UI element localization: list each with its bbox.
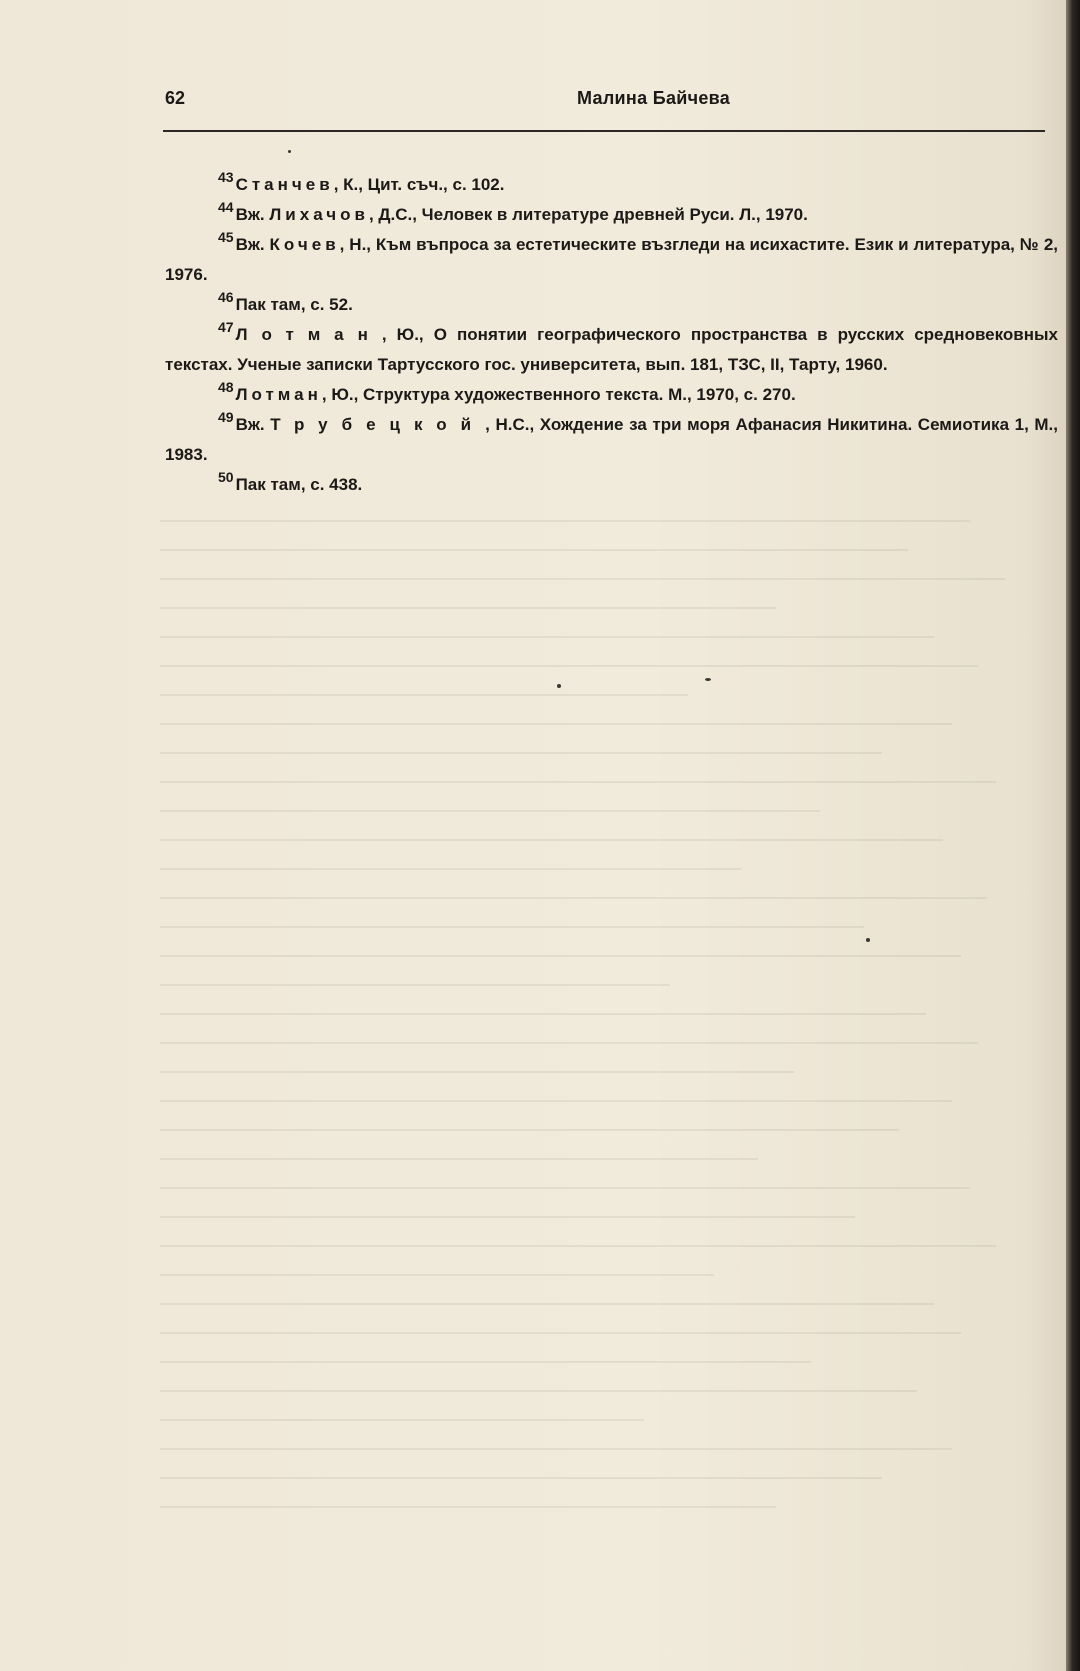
footnote-number: 46 [218,289,234,305]
footnote-46 [165,290,1058,320]
show-through-text [160,520,1040,1580]
footnote-author: Трубецкой [270,415,486,434]
footnote-text: Пак там, с. 438. [235,475,363,494]
footnote-50 [165,470,1058,500]
header-rule [163,130,1045,132]
footnote-number: 48 [218,379,234,395]
footnote-number: 43 [218,169,234,185]
page-number: 62 [165,88,186,108]
footnote-47 [165,320,1058,380]
footnote-43 [165,170,1058,200]
footnote-45 [165,230,1058,290]
page-header [165,88,1045,122]
footnote-author: Лотман [235,385,322,404]
footnote-text: , К., Цит. съч., с. 102. [333,175,505,194]
footnote-author: Лихачов [269,205,369,224]
ink-speck [705,678,711,681]
ink-speck [288,150,291,153]
footnote-number: 47 [218,319,234,335]
footnote-prefix: Вж. [235,415,271,434]
footnote-44 [165,200,1058,230]
ink-speck [557,684,561,688]
footnote-text: , Ю., О понятии географического пространства в русских средновековных текстах. Ученые записки Тартусского гос. университета, вып. 181, ТЗС, II, Тарту, 1960. [165,325,1058,374]
footnote-number: 45 [218,229,234,245]
running-title: Малина Байчева [577,88,731,108]
footnote-prefix: Вж. [235,235,270,254]
footnote-text: , Н.С., Хождение за три моря Афанасия Никитина. Семиотика 1, М., 1983. [165,415,1058,464]
footnote-number: 50 [218,469,234,485]
footnote-text: , Н., Към въпроса за естетическите възгледи на исихастите. Език и литература, № 2, 1976. [165,235,1059,284]
footnote-prefix: Вж. [235,205,270,224]
footnote-number: 49 [218,409,234,425]
footnote-49 [165,410,1058,470]
book-spine-edge [1066,0,1080,1671]
footnote-number: 44 [218,199,234,215]
footnote-author: Станчев [235,175,334,194]
footnotes [165,170,1058,500]
footnote-48 [165,380,1058,410]
footnote-author: Кочев [269,235,340,254]
footnote-text: , Ю., Структура художественного текста. М., 1970, с. 270. [321,385,796,404]
footnote-author: Лотман [235,325,382,344]
footnote-text: , Д.С., Человек в литературе древней Руси. Л., 1970. [368,205,808,224]
ink-speck [866,938,870,942]
footnote-text: Пак там, с. 52. [235,295,353,314]
